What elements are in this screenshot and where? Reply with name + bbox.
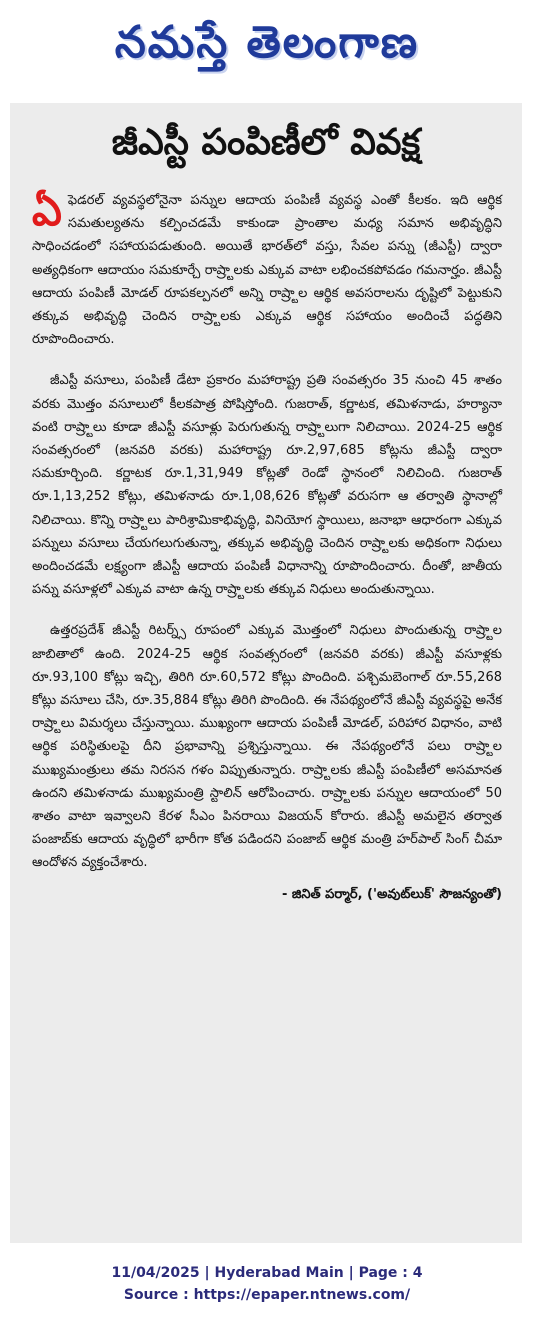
drop-cap: ఏ [32,186,62,235]
page-footer [0,1262,534,1306]
article-paragraph: జీఎస్టీ వసూలు, పంపిణీ డేటా ప్రకారం మహారాష్ట్ర ప్రతి సంవత్సరం 35 నుంచి 45 శాతం వరకు మొత్తం వసూలులో కీలకపాత్ర పోషిస్తోంది. గుజరాత్, కర్ణాటక, తమిళనాడు, హర్యానా వంటి రాష్ర్టాలు కూడా జీఎస్టీ వసూళ్లు పెరుగుతున్న రాష్ర్టాలుగా నిలిచాయి. 2024-25 ఆర్థిక సంవత్సరంలో (జనవరి వరకు) మహారాష్ట్ర రూ.2,97,685 కోట్లను జీఎస్టీ ద్వారా సమకూర్చింది. కర్ణాటక రూ.1,31,949 కోట్లతో రెండో స్థానంలో నిలిచింది. గుజరాత్ రూ.1,13,252 కోట్లు, తమిళనాడు రూ.1,08,626 కోట్లతో వరుసగా ఆ తర్వాతి స్థానాల్లో నిలిచాయి. కొన్ని రాష్ర్టాలు పారిశ్రామికాభివృద్ధి, వినియోగ స్థాయిలు, జనాభా ఆధారంగా ఎక్కువ పన్నులు వసూలు చేయగలుగుతున్నా, తక్కువ అభివృద్ధి చెందిన రాష్ర్టాలకు అధికంగా నిధులు అందించడమే లక్ష్యంగా జీఎస్టీ ఆదాయ పంపిణీ విధానాన్ని రూపొందించారు. దీంతో, జాతీయ పన్ను వసూళ్లలో ఎక్కువ వాటా ఉన్న రాష్ర్టాలకు తక్కువ నిధులు అందుతున్నాయి. [32,373,502,598]
newspaper-logo: నమస్తే తెలంగాణ [114,17,420,68]
source-link[interactable]: Source : https://epaper.ntnews.com/ [123,1287,411,1303]
article-body [10,181,522,905]
masthead [0,0,534,90]
article-paragraph [32,186,502,351]
article-clipping [10,103,522,1243]
edition-info: 11/04/2025 | Hyderabad Main | Page : 4 [111,1265,423,1281]
article-byline: - జినిత్ పర్మార్, ('అవుట్‌లుక్' సౌజన్యంతో) [281,886,502,902]
article-paragraph: ఉత్తరప్రదేశ్ జీఎస్టీ రిటర్న్స్ రూపంలో ఎక్కువ మొత్తంలో నిధులు పొందుతున్న రాష్ర్టాల జాబితాలో ఉంది. 2024-25 ఆర్థిక సంవత్సరంలో (జనవరి వరకు) జీఎస్టీ వసూళ్లకు రూ.93,100 కోట్లు ఇచ్చి, తిరిగి రూ.60,572 కోట్లు పొందింది. పశ్చిమబెంగాల్ రూ.55,268 కోట్లు వసూలు చేసి, రూ.35,884 కోట్లు తిరిగి పొందింది. ఈ నేపథ్యంలోనే జీఎస్టీ వ్యవస్థపై అనేక రాష్ర్టాలు విమర్శలు చేస్తున్నాయి. ముఖ్యంగా ఆదాయ పంపిణీ మోడల్, పరిహార విధానం, వాటి ఆర్థిక పరిస్థితులపై దీని ప్రభావాన్ని ప్రశ్నిస్తున్నాయి. ఈ నేపథ్యంలోనే పలు రాష్ర్టాల ముఖ్యమంత్రులు తమ నిరసన గళం విప్పుతున్నారు. రాష్ర్టాలకు జీఎస్టీ పంపిణీలో అసమానత ఉందని తమిళనాడు ముఖ్యమంత్రి స్టాలిన్ ఆరోపించారు. రాష్ర్టాలకు పన్నుల ఆదాయంలో 50 శాతం వాటా ఇవ్వాలని కేరళ సీఎం పినరాయి విజయన్ కోరారు. జీఎస్టీ అమలైన తర్వాత పంజాబ్‌కు ఆదాయ వృద్ధిలో భారీగా కోత పడిందని పంజాబ్ ఆర్థిక మంత్రి హర్‌పాల్ సింగ్ చీమా ఆందోళన వ్యక్తంచేశారు. [32,623,502,871]
paragraph-text: ఫెడరల్ వ్యవస్థలోనైనా పన్నుల ఆదాయ పంపిణీ వ్యవస్థ ఎంతో కీలకం. ఇది ఆర్థిక సమతుల్యతను కల్పించడమే కాకుండా ప్రాంతాల మధ్య సమాన అభివృద్ధిని సాధించడంలో సహాయపడుతుంది. అయితే భారత్‌లో వస్తు, సేవల పన్ను (జీఎస్టీ) ద్వారా అత్యధికంగా ఆదాయం సమకూర్చే రాష్ర్టాలకు ఎక్కువ వాటా లభించకపోవడం గమనార్హం. జీఎస్టీ ఆదాయ పంపిణీ మోడల్ రూపకల్పనలో అన్ని రాష్ర్టాల ఆర్థిక అవసరాలను దృష్టిలో పెట్టుకుని తక్కువ అభివృద్ధి చెందిన రాష్ర్టాలకు ఎక్కువ ఆర్థిక సహాయం అందించే పద్ధతిని రూపొందించారు. [32,193,502,348]
article-headline: జీఎస్టీ పంపిణీలో వివక్ష [111,121,421,163]
